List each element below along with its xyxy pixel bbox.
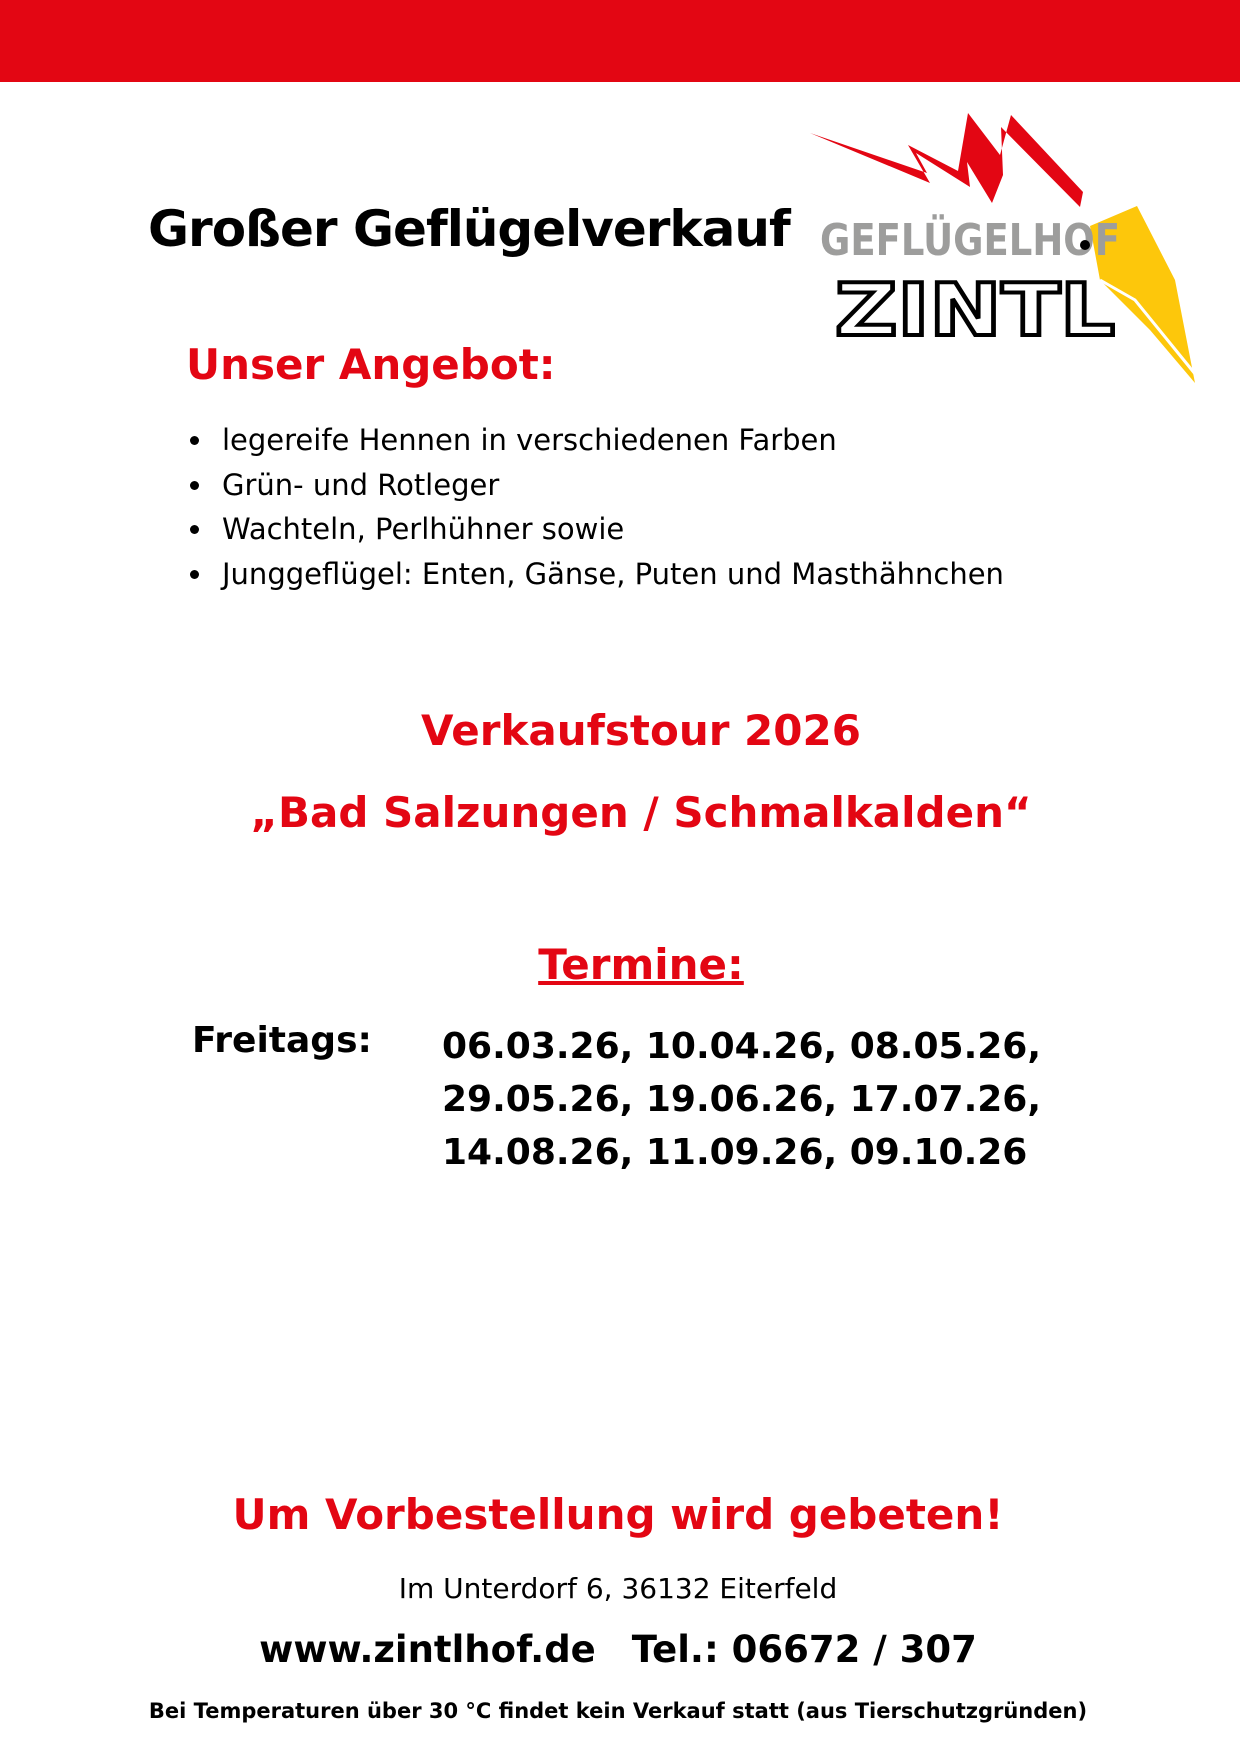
date-line: 29.05.26, 19.06.26, 17.07.26, bbox=[442, 1079, 1042, 1120]
schedule-heading: Termine: bbox=[538, 940, 744, 989]
temperature-note: Bei Temperaturen über 30 °C findet kein Verkauf statt (aus Tierschutzgründen) bbox=[148, 1699, 1088, 1723]
list-item: Junggeflügel: Enten, Gänse, Puten und Masthähnchen bbox=[186, 552, 1004, 597]
date-line: 14.08.26, 11.09.26, 09.10.26 bbox=[442, 1132, 1028, 1173]
comb-icon bbox=[810, 113, 1083, 207]
tour-title: Verkaufstour 2026 bbox=[421, 706, 861, 755]
svg-text:GEFLÜGELHOF: GEFLÜGELHOF bbox=[820, 215, 1177, 266]
page-title: Großer Geflügelverkauf bbox=[148, 200, 790, 258]
address: Im Unterdorf 6, 36132 Eiterfeld bbox=[398, 1572, 838, 1605]
bullet-icon bbox=[190, 481, 199, 490]
contact-line bbox=[0, 1628, 1236, 1671]
date-list bbox=[442, 1020, 1041, 1179]
offer-heading: Unser Angebot: bbox=[186, 340, 556, 389]
website-link[interactable]: www.zintlhof.de bbox=[259, 1628, 596, 1671]
offer-list bbox=[186, 418, 1004, 596]
top-red-bar bbox=[0, 0, 1240, 82]
zintl-logo bbox=[800, 110, 1210, 390]
rooster-logo-icon bbox=[800, 110, 1210, 390]
date-line: 06.03.26, 10.04.26, 08.05.26, bbox=[442, 1026, 1042, 1067]
preorder-notice: Um Vorbestellung wird gebeten! bbox=[232, 1490, 1004, 1539]
phone-number: Tel.: 06672 / 307 bbox=[631, 1628, 977, 1671]
bullet-icon bbox=[190, 436, 199, 445]
bullet-icon bbox=[190, 525, 199, 534]
tour-route: „Bad Salzungen / Schmalkalden“ bbox=[250, 788, 1032, 837]
list-item: Wachteln, Perlhühner sowie bbox=[186, 507, 1004, 552]
bullet-icon bbox=[190, 570, 199, 579]
list-item: Grün- und Rotleger bbox=[186, 463, 1004, 508]
list-item: legereife Hennen in verschiedenen Farben bbox=[186, 418, 1004, 463]
day-label: Freitags: bbox=[192, 1020, 372, 1061]
svg-text:ZINTL: ZINTL bbox=[835, 268, 1115, 352]
